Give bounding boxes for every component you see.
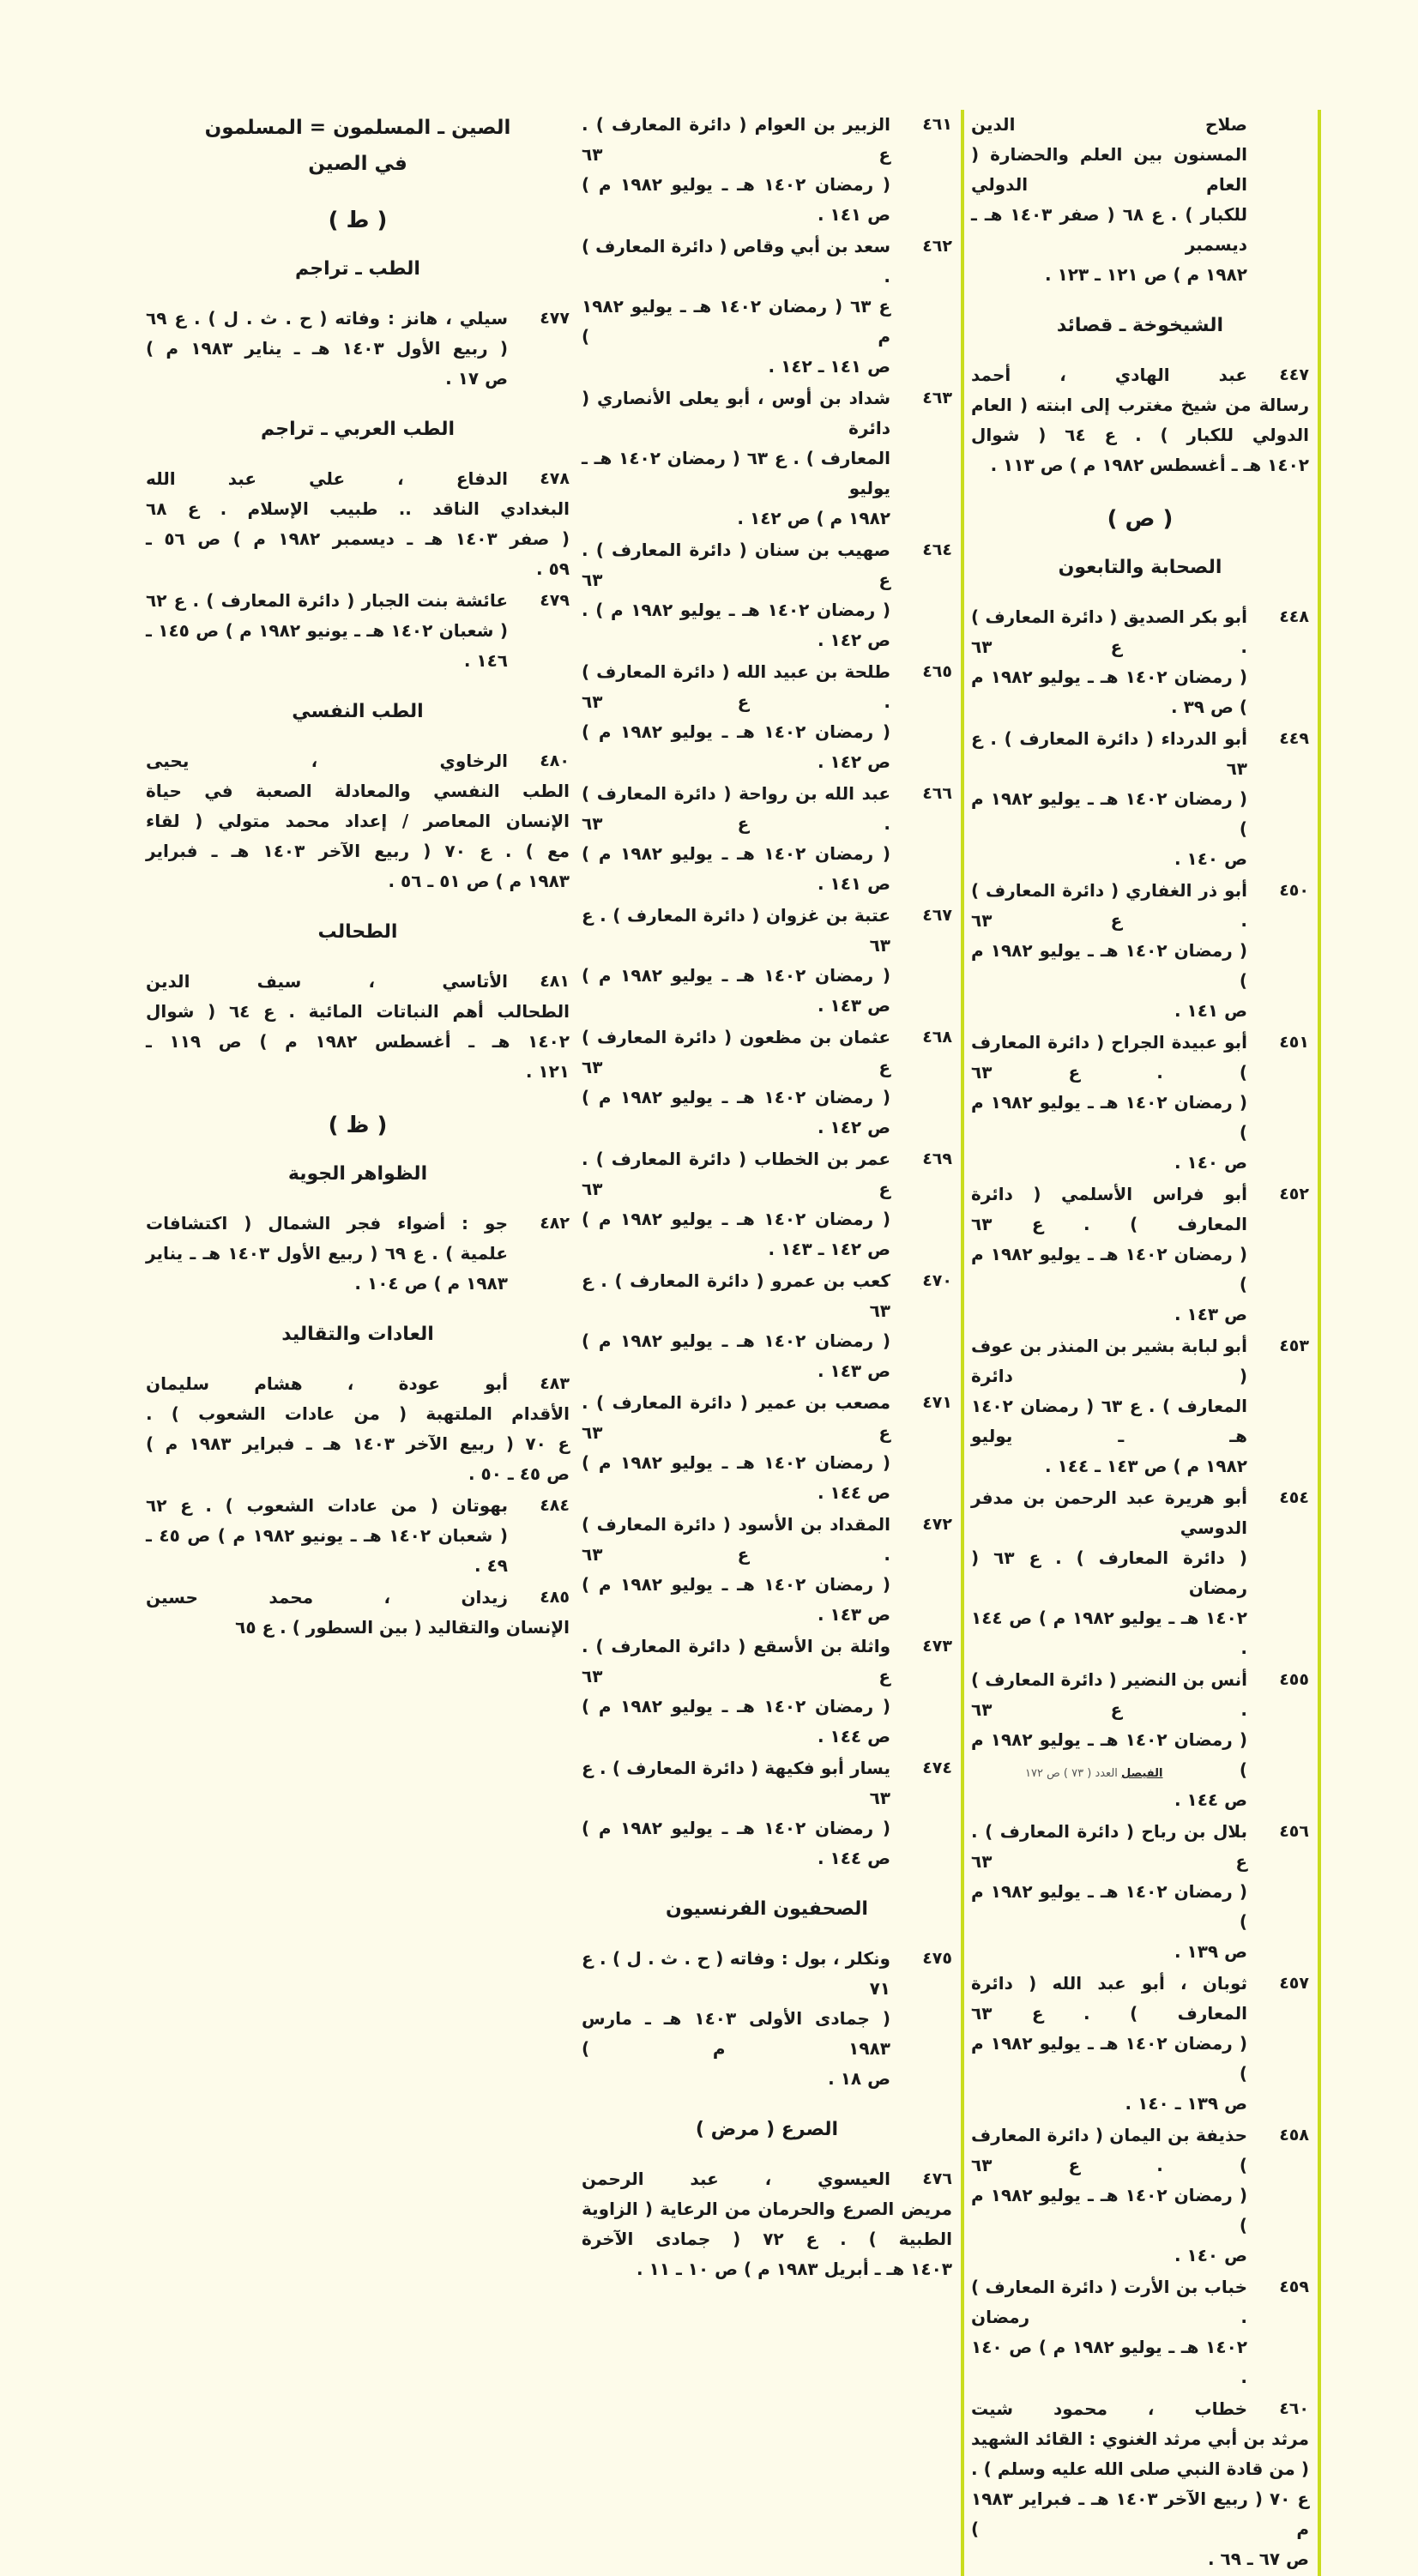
section-heading: الطب العربي ـ تراجم: [260, 419, 456, 440]
entry-number: ٤٥٣: [1279, 1336, 1309, 1355]
entry-line: الطب النفسي والمعادلة الصعبة في حياة: [146, 781, 570, 801]
entry-line: الزبير بن العوام ( دائرة المعارف ) . ع ٦٣: [582, 114, 890, 165]
entry-body: [971, 1969, 1247, 2119]
entry-line: الدولي للكبار ) . ع ٦٤ ( شوال: [971, 425, 1309, 445]
entry-number: ٤٥٧: [1279, 1974, 1309, 1993]
entry-line: أنس بن النضير ( دائرة المعارف ) . ع ٦٣: [971, 1669, 1247, 1720]
index-entry: [146, 1209, 570, 1299]
entry-line: ص ١٤٢ .: [817, 1117, 890, 1137]
entry-line: ( رمضان ١٤٠٢ هـ ـ يوليو ١٩٨٢ م ): [971, 1729, 1248, 1780]
entry-line: عمر بن الخطاب ( دائرة المعارف ) . ع ٦٣: [582, 1149, 890, 1199]
entry-line: ص ١٤٣ .: [1174, 1304, 1247, 1324]
entry-line: جو : أضواء فجر الشمال ( اكتشافات: [146, 1213, 508, 1234]
entry-line: الأقدام الملتهبة ( من عادات الشعوب ) .: [146, 1403, 570, 1424]
continued-entry: [971, 110, 1247, 290]
entry-number: ٤٦٥: [922, 662, 952, 681]
entry-line: عبد الهادي ، أحمد: [971, 365, 1247, 385]
entry-number: ٤٤٨: [1279, 607, 1309, 626]
index-entry: [971, 2394, 1309, 2574]
entry-body: [582, 901, 890, 1021]
entry-line: ( رمضان ١٤٠٢ هـ ـ يوليو ١٩٨٢ م ) ص ٣٩ .: [971, 667, 1248, 717]
entry-line: يسار أبو فكيهة ( دائرة المعارف ) . ع ٦٣: [582, 1758, 890, 1808]
entry-body: [971, 602, 1247, 722]
entry-line: شداد بن أوس ، أبو يعلى الأنصاري ( دائرة: [582, 388, 890, 438]
index-entry: [971, 1969, 1309, 2119]
entry-line: ( دائرة المعارف ) . ع ٦٣ ( رمضان: [971, 1547, 1248, 1598]
entry-number: ٤٧٠: [922, 1271, 952, 1290]
entry-number: ٤٧٩: [540, 591, 570, 610]
entry-number: ٤٧١: [922, 1393, 952, 1412]
entry-line: ١٤٠٢ هـ ـ يوليو ١٩٨٢ م ) ص ١٤٤ .: [971, 1608, 1247, 1658]
entry-line: ١٩٨٢ م ) ص ١٤٢ .: [737, 508, 890, 528]
entry-line: ص ١٤١ .: [1174, 1000, 1247, 1021]
entry-body: [582, 1266, 890, 1386]
section-heading: الصرع ( مرض ): [695, 2119, 839, 2140]
entry-line: ( رمضان ١٤٠٢ هـ ـ يوليو ١٩٨٢ م ): [582, 721, 891, 742]
entry-body: [582, 657, 890, 777]
entry-line: عتبة بن غزوان ( دائرة المعارف ) . ع ٦٣: [582, 905, 890, 956]
entry-line: ( رمضان ١٤٠٢ هـ ـ يوليو ١٩٨٢ م ): [582, 1818, 891, 1838]
entry-body: [971, 1331, 1247, 1481]
entry-line: ( رمضان ١٤٠٢ هـ ـ يوليو ١٩٨٢ م ): [582, 965, 891, 986]
entry-body: [582, 1632, 890, 1752]
index-entry: [146, 1491, 570, 1581]
entry-line: المقداد بن الأسود ( دائرة المعارف ) . ع ٦٣: [582, 1514, 890, 1565]
index-entry: [582, 901, 952, 1021]
entry-body: [146, 586, 508, 676]
entry-number: ٤٦٣: [922, 389, 952, 407]
index-entry: [146, 304, 570, 394]
entry-number: ٤٥٨: [1279, 2126, 1309, 2145]
entry-line: المعارف ) . ع ٦٣ ( رمضان ١٤٠٢ هـ ـ يوليو: [582, 448, 891, 498]
entry-line: ( ربيع الأول ١٤٠٣ هـ ـ يناير ١٩٨٣ م ): [146, 338, 509, 359]
heading-line: الصين ـ المسلمون = المسلمون: [204, 117, 511, 139]
entry-number: ٤٨١: [540, 972, 570, 991]
entry-line: أبو ذر الغفاري ( دائرة المعارف ) . ع ٦٣: [971, 880, 1247, 931]
entry-line: ( رمضان ١٤٠٢ هـ ـ يوليو ١٩٨٢ م ): [971, 940, 1248, 991]
entry-line: مصعب بن عمير ( دائرة المعارف ) . ع ٦٣: [582, 1392, 890, 1443]
entry-body: [582, 1023, 890, 1143]
entry-body: [971, 1483, 1247, 1663]
entry-line: ع ٧٠ ( ربيع الآخر ١٤٠٣ هـ ـ فبراير ١٩٨٣ م ): [146, 1433, 570, 1454]
index-entry: [146, 1583, 570, 1643]
entry-line: ع ٦٣ ( رمضان ١٤٠٢ هـ ـ يوليو ١٩٨٢ م ): [582, 296, 891, 347]
entry-line: ص ١٤٢ ـ ١٤٣ .: [768, 1239, 890, 1259]
entry-line: أبو الدرداء ( دائرة المعارف ) . ع ٦٣: [971, 728, 1247, 779]
index-entry: [582, 232, 952, 382]
entry-line: ١٩٨٣ م ) ص ٥١ ـ ٥٦ .: [388, 871, 570, 891]
entry-line: الإنسان والتقاليد ( بين السطور ) . ع ٦٥: [235, 1617, 570, 1638]
entry-line: عبد الله بن رواحة ( دائرة المعارف ) . ع ٦٣: [582, 783, 890, 834]
entry-number: ٤٧٤: [922, 1759, 952, 1777]
letter-divider: ( ط ): [328, 208, 388, 233]
entry-line: صهيب بن سنان ( دائرة المعارف ) . ع ٦٣: [582, 540, 890, 590]
section-heading: الظواهر الجوية: [287, 1163, 428, 1185]
entry-number: ٤٦٦: [922, 784, 952, 803]
entry-line: ص ١٣٩ .: [1174, 1941, 1247, 1962]
page-footer: [1025, 1767, 1162, 1780]
entry-body: [146, 1209, 508, 1299]
entry-line: ( صفر ١٤٠٣ هـ ـ ديسمبر ١٩٨٢ م ) ص ٥٦ ـ: [146, 528, 570, 549]
index-entry: [146, 586, 570, 676]
index-entry: [971, 1028, 1309, 1178]
entry-body: [582, 779, 890, 899]
entry-line: مرثد بن أبي مرثد الغنوي : القائد الشهيد: [971, 2428, 1309, 2449]
entry-line: للكبار ) . ع ٦٨ ( صفر ١٤٠٣ هـ ـ ديسمبر: [971, 204, 1247, 255]
entry-line: ( رمضان ١٤٠٢ هـ ـ يوليو ١٩٨٢ م ) .: [582, 600, 891, 620]
entry-line: واثلة بن الأسقع ( دائرة المعارف ) . ع ٦٣: [582, 1636, 890, 1686]
index-entry: [971, 724, 1309, 874]
entry-line: ١٩٨٣ م ) ص ١٠٤ .: [354, 1273, 508, 1294]
entry-line: ( رمضان ١٤٠٢ هـ ـ يوليو ١٩٨٢ م ): [582, 1209, 891, 1229]
entry-line: سعد بن أبي وقاص ( دائرة المعارف ) .: [582, 236, 890, 287]
entry-line: ص ١٤٠ .: [1174, 1152, 1247, 1173]
index-entry: [971, 602, 1309, 722]
index-entry: [582, 1388, 952, 1508]
entry-line: سيلي ، هانز : وفاته ( ح . ث . ل ) . ع ٦٩: [146, 308, 508, 329]
entry-line: ( رمضان ١٤٠٢ هـ ـ يوليو ١٩٨٢ م ): [582, 843, 891, 864]
entry-line: ( رمضان ١٤٠٢ هـ ـ يوليو ١٩٨٢ م ): [582, 1574, 891, 1595]
entry-line: ص ١٤٠ .: [1174, 2245, 1247, 2265]
entry-line: كعب بن عمرو ( دائرة المعارف ) . ع ٦٣: [582, 1270, 890, 1321]
index-entry: [971, 1483, 1309, 1663]
entry-line: ص ١٤٤ .: [1174, 1789, 1247, 1810]
entry-number: ٤٥٠: [1279, 881, 1309, 900]
entry-line: ( شعبان ١٤٠٢ هـ ـ يونيو ١٩٨٢ م ) ص ١٤٥ ـ: [146, 620, 508, 641]
index-entry: [146, 464, 570, 584]
entry-body: [582, 1753, 890, 1873]
section-heading: الطحالب: [317, 921, 398, 943]
entry-line: ١٤٠٢ هـ ـ يوليو ١٩٨٢ م ) ص ١٤٠ .: [971, 2337, 1247, 2387]
entry-number: ٤٥٦: [1279, 1822, 1309, 1841]
entry-number: ٤٤٩: [1279, 729, 1309, 748]
entry-line: أبو عودة ، هشام سليمان: [146, 1373, 508, 1394]
entry-number: ٤٧٣: [922, 1637, 952, 1656]
entry-line: صلاح الدين: [971, 114, 1247, 135]
column-right: [964, 110, 1321, 2576]
entry-line: خطاب ، محمود شيت: [971, 2398, 1247, 2419]
entry-line: طلحة بن عبيد الله ( دائرة المعارف ) . ع ٦٣: [582, 661, 890, 712]
entry-line: الأتاسي ، سيف الدين: [146, 971, 508, 992]
entry-line: ص ١٤٣ .: [817, 1604, 890, 1625]
entry-number: ٤٧٦: [922, 2169, 952, 2188]
entry-line: ص ١٨ .: [828, 2068, 890, 2089]
entry-line: ٥٩ .: [536, 558, 570, 579]
entry-number: ٤٦٤: [922, 540, 952, 559]
entry-line: الطحالب أهم النباتات المائية . ع ٦٤ ( شوال: [146, 1001, 570, 1022]
index-entry: [582, 1023, 952, 1143]
index-entry: [971, 1817, 1309, 1967]
index-entry: [582, 1944, 952, 2094]
entry-body: [971, 2272, 1247, 2392]
entry-line: الإنسان المعاصر / إعداد محمد متولي ( لقاء: [146, 811, 570, 831]
index-entry: [582, 1144, 952, 1264]
section-heading: الشيخوخة ـ قصائد: [1056, 315, 1224, 336]
entry-line: خباب بن الأرت ( دائرة المعارف ) . رمضان: [971, 2277, 1247, 2327]
entry-number: ٤٨٢: [540, 1214, 570, 1233]
entry-line: ١٤٠٣ هـ ـ أبريل ١٩٨٣ م ) ص ١٠ ـ ١١ .: [637, 2259, 952, 2279]
entry-line: أبو لبابة بشير بن المنذر بن عوف ( دائرة: [971, 1336, 1247, 1386]
entry-body: [582, 1144, 890, 1264]
entry-line: ( رمضان ١٤٠٢ هـ ـ يوليو ١٩٨٢ م ): [582, 1087, 891, 1107]
index-entry: [146, 1369, 570, 1489]
index-entry: [146, 967, 570, 1087]
entry-body: [971, 724, 1247, 874]
entry-body: [971, 1028, 1247, 1178]
entry-number: ٤٧٨: [540, 469, 570, 488]
entry-line: ص ١٤٣ .: [817, 1360, 890, 1381]
entry-line: ( رمضان ١٤٠٢ هـ ـ يوليو ١٩٨٢ م ): [582, 1330, 891, 1351]
entry-number: ٤٥٥: [1279, 1670, 1309, 1689]
entry-body: [582, 1510, 890, 1630]
entry-number: ٤٦٠: [1279, 2399, 1309, 2418]
entry-line: ص ١٤٤ .: [817, 1482, 890, 1503]
entry-number: ٤٦٧: [922, 906, 952, 925]
entry-line: ص ١٤٤ .: [817, 1726, 890, 1746]
index-entry: [971, 876, 1309, 1026]
entry-line: ص ٦٧ ـ ٦٩ .: [1207, 2549, 1309, 2569]
index-entry: [146, 746, 570, 896]
index-entry: [582, 1266, 952, 1386]
entry-body: [582, 383, 890, 534]
entry-body: [582, 110, 890, 230]
entry-line: ثوبان ، أبو عبد الله ( دائرة المعارف ) . ع ٦٣: [971, 1973, 1247, 2024]
index-entry: [582, 779, 952, 899]
entry-line: أبو هريرة عبد الرحمن بن مدفر الدوسي: [971, 1487, 1247, 1538]
entry-line: عائشة بنت الجبار ( دائرة المعارف ) . ع ٦٢: [146, 590, 508, 611]
entry-body: [582, 535, 890, 655]
entry-number: ٤٥٤: [1279, 1488, 1309, 1507]
entry-line: ( رمضان ١٤٠٢ هـ ـ يوليو ١٩٨٢ م ): [971, 1881, 1248, 1932]
index-entry: [582, 1753, 952, 1873]
index-entry: [582, 1632, 952, 1752]
entry-line: ١٢١ .: [525, 1061, 570, 1082]
entry-line: البغدادي الناقد .. طبيب الإسلام . ع ٦٨: [146, 498, 570, 519]
entry-line: بهوتان ( من عادات الشعوب ) . ع ٦٢: [146, 1495, 508, 1516]
entry-body: [582, 1944, 890, 2094]
letter-divider: ( ص ): [1107, 506, 1174, 532]
entry-line: ص ١٤٤ .: [817, 1848, 890, 1868]
entry-line: ص ١٤٣ .: [817, 995, 890, 1016]
entry-line: مع ) . ع ٧٠ ( ربيع الآخر ١٤٠٣ هـ ـ فبراير: [146, 841, 570, 861]
entry-line: ( رمضان ١٤٠٢ هـ ـ يوليو ١٩٨٢ م ): [582, 174, 891, 195]
entry-line: مريض الصرع والحرمان من الرعاية ( الزاوية: [582, 2199, 952, 2219]
entry-body: [971, 1665, 1247, 1815]
entry-number: ٤٦٨: [922, 1028, 952, 1047]
entry-number: ٤٧٧: [540, 309, 570, 328]
entry-line: الرخاوي ، يحيى: [146, 751, 508, 771]
index-entry: [971, 1179, 1309, 1330]
entry-number: ٤٦٢: [922, 237, 952, 256]
entry-line: ونكلر ، بول : وفاته ( ح . ث . ل ) . ع ٧١: [582, 1948, 890, 1999]
entry-line: ص ١٤١ ـ ١٤٢ .: [768, 356, 890, 377]
section-heading: الصحفيون الفرنسيون: [666, 1898, 868, 1920]
entry-line: ص ١٧ .: [445, 368, 508, 389]
entry-line: ( رمضان ١٤٠٢ هـ ـ يوليو ١٩٨٢ م ): [971, 2033, 1248, 2084]
index-entry: [582, 383, 952, 534]
entry-line: ١٤٦ .: [463, 650, 508, 671]
index-entry: [582, 657, 952, 777]
entry-line: علمية ) . ع ٦٩ ( ربيع الأول ١٤٠٣ هـ ـ يناير: [146, 1243, 509, 1264]
entry-number: ٤٥٩: [1279, 2277, 1309, 2296]
entry-number: ٤٦١: [922, 115, 952, 134]
entry-body: [582, 1388, 890, 1508]
entry-line: ص ١٤٢ .: [817, 630, 890, 650]
entry-line: ١٩٨٢ م ) ص ١٤٣ ـ ١٤٤ .: [1045, 1456, 1247, 1476]
entry-line: بلال بن رباح ( دائرة المعارف ) . ع ٦٣: [971, 1821, 1247, 1872]
column-middle: [570, 110, 964, 2576]
index-entry: [582, 110, 952, 230]
column-left: [124, 110, 570, 2576]
entry-line: المسنون بين العلم والحضارة ( العام الدولي: [971, 144, 1247, 195]
entry-line: عثمان بن مظعون ( دائرة المعارف ) ع ٦٣: [582, 1027, 890, 1077]
entry-number: ٤٧٥: [922, 1949, 952, 1968]
entry-line: رسالة من شيخ مغترب إلى ابنته ( العام: [971, 395, 1309, 415]
entry-line: ١٩٨٢ م ) ص ١٢١ ـ ١٢٣ .: [1045, 264, 1247, 285]
entry-line: ( رمضان ١٤٠٢ هـ ـ يوليو ١٩٨٢ م ): [971, 1092, 1248, 1143]
section-heading: العادات والتقاليد: [281, 1324, 434, 1345]
entry-number: ٤٥١: [1279, 1033, 1309, 1052]
magazine-logo: الفيصل: [1121, 1767, 1163, 1780]
entry-body: [971, 1179, 1247, 1330]
entry-body: [971, 876, 1247, 1026]
entry-line: ( رمضان ١٤٠٢ هـ ـ يوليو ١٩٨٢ م ): [971, 788, 1248, 839]
issue-page-label: العدد ( ٧٣ ) ص ١٧٢: [1025, 1767, 1118, 1780]
entry-line: ( شعبان ١٤٠٢ هـ ـ يونيو ١٩٨٢ م ) ص ٤٥ ـ: [146, 1525, 508, 1546]
entry-number: ٤٤٧: [1279, 365, 1309, 384]
entry-line: ص ١٣٩ ـ ١٤٠ .: [1125, 2093, 1247, 2114]
entry-line: المعارف ) . ع ٦٣ ( رمضان ١٤٠٢ هـ ـ يوليو: [971, 1396, 1248, 1446]
index-entry: [971, 1665, 1309, 1815]
entry-number: ٤٨٣: [540, 1374, 570, 1393]
entry-line: ( رمضان ١٤٠٢ هـ ـ يوليو ١٩٨٢ م ): [971, 1244, 1248, 1294]
entry-line: زيدان ، محمد حسين: [146, 1587, 508, 1608]
entry-line: الطبية ) . ع ٧٢ ( جمادى الآخرة: [582, 2229, 952, 2249]
entry-number: ٤٦٩: [922, 1149, 952, 1168]
letter-divider: ( ظ ): [328, 1113, 388, 1138]
entry-line: العيسوي ، عبد الرحمن: [582, 2169, 890, 2189]
entry-line: أبو عبيدة الجراح ( دائرة المعارف ) . ع ٦٣: [971, 1032, 1247, 1083]
index-entry: [582, 2164, 952, 2284]
entry-line: أبو بكر الصديق ( دائرة المعارف ) . ع ٦٣: [971, 606, 1247, 657]
entry-line: ( رمضان ١٤٠٢ هـ ـ يوليو ١٩٨٢ م ): [582, 1696, 891, 1716]
entry-line: ص ١٤٠ .: [1174, 848, 1247, 869]
entry-line: ( رمضان ١٤٠٢ هـ ـ يوليو ١٩٨٢ م ): [971, 2185, 1248, 2235]
section-heading: [146, 110, 570, 182]
entry-line: ١٤٠٢ هـ ـ أغسطس ١٩٨٢ م ) ص ١١٣ .: [990, 455, 1309, 475]
entry-line: ص ١٤١ .: [817, 873, 890, 894]
entry-line: ( من قادة النبي صلى الله عليه وسلم ) .: [971, 2458, 1309, 2479]
heading-line: في الصين: [308, 153, 407, 175]
entry-body: [971, 2121, 1247, 2271]
entry-number: ٤٨٠: [540, 751, 570, 770]
entry-line: حذيفة بن اليمان ( دائرة المعارف ) . ع ٦٣: [971, 2125, 1247, 2175]
index-entry: [971, 2272, 1309, 2392]
index-entry: [971, 360, 1309, 480]
entry-number: ٤٧٢: [922, 1515, 952, 1534]
entry-line: ص ١٤٢ .: [817, 751, 890, 772]
entry-line: ١٤٠٢ هـ ـ أغسطس ١٩٨٢ م ) ص ١١٩ ـ: [146, 1031, 570, 1052]
index-entry: [971, 2121, 1309, 2271]
entry-body: [582, 232, 890, 382]
index-entry: [582, 1510, 952, 1630]
entry-line: ص ١٤١ .: [817, 204, 890, 225]
index-entry: [971, 1331, 1309, 1481]
index-entry: [582, 535, 952, 655]
entry-body: [971, 1817, 1247, 1967]
entry-line: الدفاع ، علي عبد الله: [146, 468, 508, 489]
entry-line: أبو فراس الأسلمي ( دائرة المعارف ) . ع ٦٣: [971, 1184, 1247, 1234]
entry-line: ( جمادى الأولى ١٤٠٣ هـ ـ مارس ١٩٨٣ م ): [582, 2008, 890, 2059]
section-heading: الصحابة والتابعون: [1058, 557, 1222, 578]
entry-body: [146, 1491, 508, 1581]
section-heading: الطب النفسي: [292, 701, 424, 722]
entry-line: ع ٧٠ ( ربيع الآخر ١٤٠٣ هـ ـ فبراير ١٩٨٣ م ): [971, 2489, 1309, 2539]
entry-body: [146, 304, 508, 394]
entry-number: ٤٨٤: [540, 1496, 570, 1515]
entry-number: ٤٥٢: [1279, 1185, 1309, 1204]
section-heading: الطب ـ تراجم: [295, 258, 420, 280]
entry-number: ٤٨٥: [540, 1588, 570, 1607]
entry-line: ص ٤٥ ـ ٥٠ .: [468, 1463, 570, 1484]
index-page: [120, 110, 1321, 2576]
entry-line: ٤٩ .: [474, 1555, 508, 1576]
entry-line: ( رمضان ١٤٠٢ هـ ـ يوليو ١٩٨٢ م ): [582, 1452, 891, 1473]
